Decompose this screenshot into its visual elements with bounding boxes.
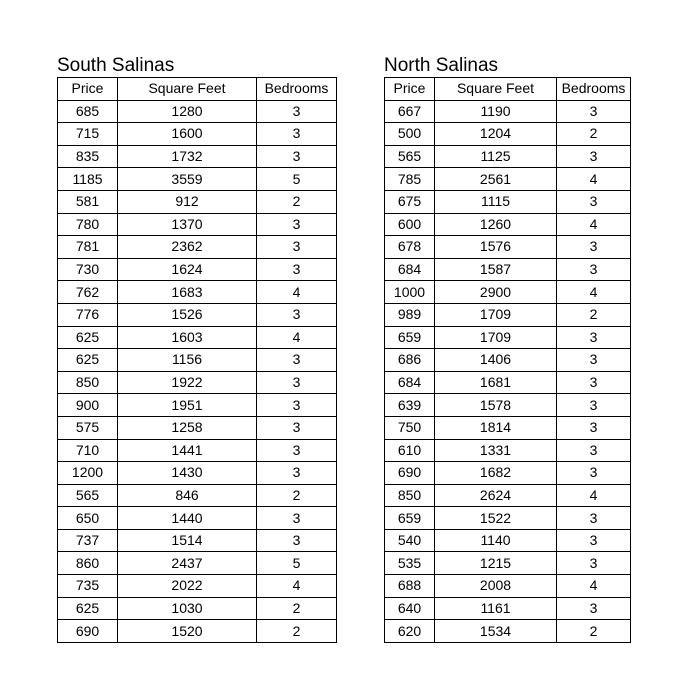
table-row bbox=[385, 371, 631, 394]
square-feet-cell: 1115 bbox=[435, 190, 557, 213]
price-cell: 620 bbox=[385, 620, 435, 643]
bedrooms-cell: 4 bbox=[557, 575, 631, 598]
column-header-price: Price bbox=[385, 78, 435, 101]
table-row bbox=[385, 575, 631, 598]
bedrooms-cell: 3 bbox=[257, 462, 337, 485]
price-cell: 581 bbox=[58, 190, 118, 213]
square-feet-cell: 1681 bbox=[435, 371, 557, 394]
square-feet-cell: 1534 bbox=[435, 620, 557, 643]
column-header-square-feet: Square Feet bbox=[435, 78, 557, 101]
square-feet-cell: 2362 bbox=[118, 236, 257, 259]
square-feet-cell: 1430 bbox=[118, 462, 257, 485]
bedrooms-cell: 2 bbox=[257, 597, 337, 620]
bedrooms-cell: 3 bbox=[557, 462, 631, 485]
price-cell: 860 bbox=[58, 552, 118, 575]
south-salinas-block bbox=[57, 55, 337, 643]
column-header-bedrooms: Bedrooms bbox=[557, 78, 631, 101]
square-feet-cell: 1603 bbox=[118, 326, 257, 349]
bedrooms-cell: 3 bbox=[557, 529, 631, 552]
price-cell: 565 bbox=[385, 145, 435, 168]
price-cell: 835 bbox=[58, 145, 118, 168]
table-row bbox=[58, 236, 337, 259]
square-feet-cell: 1682 bbox=[435, 462, 557, 485]
table-row bbox=[58, 168, 337, 191]
square-feet-cell: 1578 bbox=[435, 394, 557, 417]
price-cell: 730 bbox=[58, 258, 118, 281]
column-header-bedrooms: Bedrooms bbox=[257, 78, 337, 101]
square-feet-cell: 1520 bbox=[118, 620, 257, 643]
bedrooms-cell: 4 bbox=[257, 326, 337, 349]
bedrooms-cell: 2 bbox=[557, 123, 631, 146]
bedrooms-cell: 3 bbox=[257, 123, 337, 146]
table-row bbox=[385, 416, 631, 439]
square-feet-cell: 2022 bbox=[118, 575, 257, 598]
price-cell: 625 bbox=[58, 597, 118, 620]
price-cell: 575 bbox=[58, 416, 118, 439]
price-cell: 989 bbox=[385, 303, 435, 326]
column-header-square-feet: Square Feet bbox=[118, 78, 257, 101]
square-feet-cell: 3559 bbox=[118, 168, 257, 191]
table-row bbox=[58, 575, 337, 598]
bedrooms-cell: 5 bbox=[257, 552, 337, 575]
price-cell: 690 bbox=[58, 620, 118, 643]
bedrooms-cell: 2 bbox=[257, 484, 337, 507]
price-cell: 762 bbox=[58, 281, 118, 304]
bedrooms-cell: 3 bbox=[257, 439, 337, 462]
square-feet-cell: 2900 bbox=[435, 281, 557, 304]
square-feet-cell: 1441 bbox=[118, 439, 257, 462]
table-row bbox=[58, 371, 337, 394]
square-feet-cell: 1732 bbox=[118, 145, 257, 168]
square-feet-cell: 1951 bbox=[118, 394, 257, 417]
table-row bbox=[58, 394, 337, 417]
price-cell: 735 bbox=[58, 575, 118, 598]
price-cell: 690 bbox=[385, 462, 435, 485]
bedrooms-cell: 3 bbox=[257, 394, 337, 417]
table-row bbox=[58, 258, 337, 281]
price-cell: 1000 bbox=[385, 281, 435, 304]
price-cell: 675 bbox=[385, 190, 435, 213]
price-cell: 785 bbox=[385, 168, 435, 191]
table-row bbox=[58, 416, 337, 439]
price-cell: 625 bbox=[58, 349, 118, 372]
price-cell: 780 bbox=[58, 213, 118, 236]
square-feet-cell: 1514 bbox=[118, 529, 257, 552]
bedrooms-cell: 3 bbox=[557, 236, 631, 259]
table-row bbox=[58, 123, 337, 146]
table-row bbox=[385, 236, 631, 259]
bedrooms-cell: 3 bbox=[257, 416, 337, 439]
price-cell: 678 bbox=[385, 236, 435, 259]
table-row bbox=[385, 303, 631, 326]
bedrooms-cell: 3 bbox=[257, 258, 337, 281]
square-feet-cell: 2008 bbox=[435, 575, 557, 598]
bedrooms-cell: 4 bbox=[557, 484, 631, 507]
square-feet-cell: 1600 bbox=[118, 123, 257, 146]
column-header-price: Price bbox=[58, 78, 118, 101]
bedrooms-cell: 3 bbox=[557, 145, 631, 168]
square-feet-cell: 1922 bbox=[118, 371, 257, 394]
price-cell: 684 bbox=[385, 371, 435, 394]
bedrooms-cell: 2 bbox=[557, 303, 631, 326]
price-cell: 659 bbox=[385, 326, 435, 349]
square-feet-cell: 1190 bbox=[435, 100, 557, 123]
bedrooms-cell: 4 bbox=[557, 168, 631, 191]
bedrooms-cell: 4 bbox=[257, 575, 337, 598]
table-row bbox=[385, 462, 631, 485]
square-feet-cell: 1522 bbox=[435, 507, 557, 530]
price-cell: 710 bbox=[58, 439, 118, 462]
table-row bbox=[58, 620, 337, 643]
table-row bbox=[58, 213, 337, 236]
bedrooms-cell: 3 bbox=[557, 394, 631, 417]
bedrooms-cell: 3 bbox=[257, 100, 337, 123]
bedrooms-cell: 3 bbox=[257, 213, 337, 236]
price-cell: 659 bbox=[385, 507, 435, 530]
square-feet-cell: 1204 bbox=[435, 123, 557, 146]
square-feet-cell: 2624 bbox=[435, 484, 557, 507]
price-cell: 625 bbox=[58, 326, 118, 349]
table-row bbox=[385, 552, 631, 575]
bedrooms-cell: 3 bbox=[557, 597, 631, 620]
table-row bbox=[58, 100, 337, 123]
table-row bbox=[58, 303, 337, 326]
table-row bbox=[385, 439, 631, 462]
price-cell: 688 bbox=[385, 575, 435, 598]
bedrooms-cell: 4 bbox=[257, 281, 337, 304]
price-cell: 600 bbox=[385, 213, 435, 236]
north-salinas-table bbox=[384, 77, 631, 643]
table-row bbox=[385, 620, 631, 643]
table-row bbox=[58, 507, 337, 530]
bedrooms-cell: 3 bbox=[257, 236, 337, 259]
bedrooms-cell: 3 bbox=[557, 349, 631, 372]
table-title: North Salinas bbox=[384, 55, 499, 76]
table-body bbox=[58, 100, 337, 642]
square-feet-cell: 1125 bbox=[435, 145, 557, 168]
price-cell: 750 bbox=[385, 416, 435, 439]
bedrooms-cell: 4 bbox=[557, 213, 631, 236]
square-feet-cell: 912 bbox=[118, 190, 257, 213]
square-feet-cell: 1526 bbox=[118, 303, 257, 326]
bedrooms-cell: 3 bbox=[557, 552, 631, 575]
table-row bbox=[58, 597, 337, 620]
square-feet-cell: 1624 bbox=[118, 258, 257, 281]
table-row bbox=[58, 145, 337, 168]
table-row bbox=[58, 484, 337, 507]
table-row bbox=[385, 213, 631, 236]
table-row bbox=[58, 462, 337, 485]
table-row bbox=[58, 190, 337, 213]
price-cell: 565 bbox=[58, 484, 118, 507]
header-row bbox=[385, 78, 631, 101]
table-body bbox=[385, 100, 631, 642]
bedrooms-cell: 3 bbox=[257, 371, 337, 394]
square-feet-cell: 1440 bbox=[118, 507, 257, 530]
square-feet-cell: 1331 bbox=[435, 439, 557, 462]
table-row bbox=[385, 281, 631, 304]
price-cell: 540 bbox=[385, 529, 435, 552]
header-row bbox=[58, 78, 337, 101]
price-cell: 685 bbox=[58, 100, 118, 123]
south-salinas-table bbox=[57, 77, 337, 643]
bedrooms-cell: 3 bbox=[257, 349, 337, 372]
table-row bbox=[385, 190, 631, 213]
price-cell: 1185 bbox=[58, 168, 118, 191]
table-row bbox=[58, 552, 337, 575]
table-row bbox=[385, 258, 631, 281]
square-feet-cell: 1258 bbox=[118, 416, 257, 439]
bedrooms-cell: 3 bbox=[557, 416, 631, 439]
table-row bbox=[385, 507, 631, 530]
bedrooms-cell: 3 bbox=[557, 100, 631, 123]
bedrooms-cell: 5 bbox=[257, 168, 337, 191]
price-cell: 684 bbox=[385, 258, 435, 281]
square-feet-cell: 1260 bbox=[435, 213, 557, 236]
bedrooms-cell: 3 bbox=[557, 190, 631, 213]
bedrooms-cell: 2 bbox=[257, 190, 337, 213]
bedrooms-cell: 3 bbox=[557, 258, 631, 281]
price-cell: 850 bbox=[385, 484, 435, 507]
price-cell: 900 bbox=[58, 394, 118, 417]
square-feet-cell: 1406 bbox=[435, 349, 557, 372]
square-feet-cell: 1683 bbox=[118, 281, 257, 304]
table-row bbox=[58, 281, 337, 304]
table-row bbox=[58, 349, 337, 372]
table-row bbox=[385, 145, 631, 168]
price-cell: 1200 bbox=[58, 462, 118, 485]
bedrooms-cell: 3 bbox=[257, 303, 337, 326]
price-cell: 650 bbox=[58, 507, 118, 530]
bedrooms-cell: 3 bbox=[557, 439, 631, 462]
bedrooms-cell: 3 bbox=[557, 371, 631, 394]
bedrooms-cell: 3 bbox=[557, 326, 631, 349]
table-row bbox=[385, 529, 631, 552]
table-row bbox=[58, 529, 337, 552]
price-cell: 781 bbox=[58, 236, 118, 259]
price-cell: 500 bbox=[385, 123, 435, 146]
price-cell: 667 bbox=[385, 100, 435, 123]
table-row bbox=[385, 349, 631, 372]
table-row bbox=[385, 484, 631, 507]
square-feet-cell: 1576 bbox=[435, 236, 557, 259]
table-row bbox=[385, 394, 631, 417]
price-cell: 737 bbox=[58, 529, 118, 552]
square-feet-cell: 1587 bbox=[435, 258, 557, 281]
square-feet-cell: 1370 bbox=[118, 213, 257, 236]
square-feet-cell: 1709 bbox=[435, 303, 557, 326]
square-feet-cell: 1280 bbox=[118, 100, 257, 123]
price-cell: 715 bbox=[58, 123, 118, 146]
square-feet-cell: 846 bbox=[118, 484, 257, 507]
price-cell: 776 bbox=[58, 303, 118, 326]
bedrooms-cell: 3 bbox=[257, 529, 337, 552]
table-row bbox=[385, 597, 631, 620]
price-cell: 850 bbox=[58, 371, 118, 394]
table-row bbox=[58, 439, 337, 462]
table-row bbox=[385, 326, 631, 349]
square-feet-cell: 1156 bbox=[118, 349, 257, 372]
square-feet-cell: 1709 bbox=[435, 326, 557, 349]
bedrooms-cell: 4 bbox=[557, 281, 631, 304]
square-feet-cell: 1215 bbox=[435, 552, 557, 575]
price-cell: 639 bbox=[385, 394, 435, 417]
square-feet-cell: 1161 bbox=[435, 597, 557, 620]
price-cell: 610 bbox=[385, 439, 435, 462]
bedrooms-cell: 2 bbox=[557, 620, 631, 643]
bedrooms-cell: 3 bbox=[557, 507, 631, 530]
bedrooms-cell: 3 bbox=[257, 145, 337, 168]
table-title: South Salinas bbox=[57, 55, 175, 76]
price-cell: 640 bbox=[385, 597, 435, 620]
square-feet-cell: 1140 bbox=[435, 529, 557, 552]
square-feet-cell: 2437 bbox=[118, 552, 257, 575]
table-row bbox=[385, 123, 631, 146]
price-cell: 686 bbox=[385, 349, 435, 372]
north-salinas-block bbox=[384, 55, 631, 643]
bedrooms-cell: 3 bbox=[257, 507, 337, 530]
bedrooms-cell: 2 bbox=[257, 620, 337, 643]
table-row bbox=[58, 326, 337, 349]
square-feet-cell: 1030 bbox=[118, 597, 257, 620]
price-cell: 535 bbox=[385, 552, 435, 575]
square-feet-cell: 2561 bbox=[435, 168, 557, 191]
square-feet-cell: 1814 bbox=[435, 416, 557, 439]
table-row bbox=[385, 168, 631, 191]
table-row bbox=[385, 100, 631, 123]
